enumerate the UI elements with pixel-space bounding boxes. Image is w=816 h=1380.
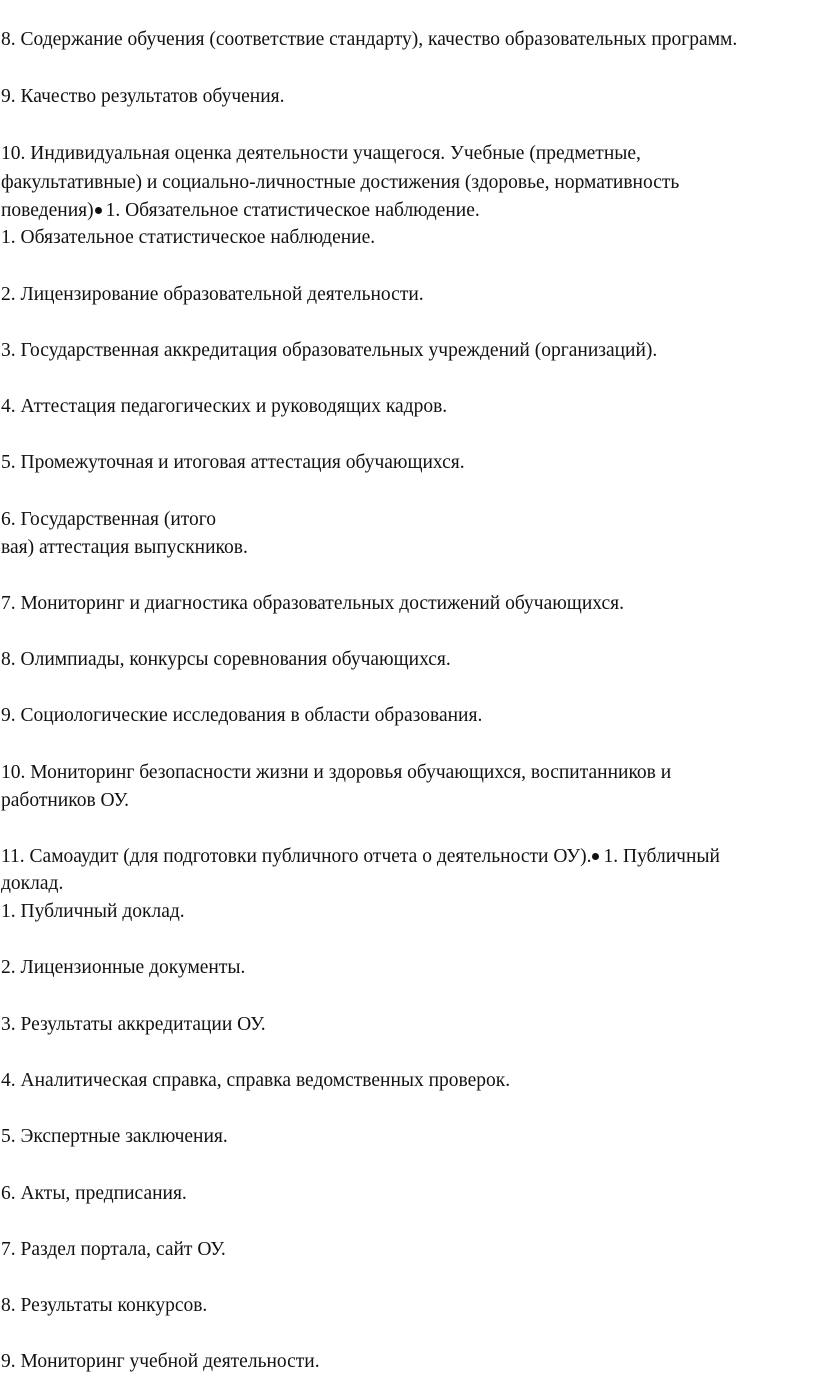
text-line: 8. Содержание обучения (соответствие стандарту), качество образовательных программ. [1, 29, 738, 50]
text-line: 4. Аналитическая справка, справка ведомственных проверок. [1, 1070, 511, 1091]
text-line: 10. Индивидуальная оценка деятельности учащегося. Учебные (предметные, [1, 143, 641, 164]
text-segment: 11. Самоаудит (для подготовки публичного отчета о деятельности ОУ). [1, 846, 592, 867]
text-segment: 1. Публичный [603, 846, 720, 867]
text-line: 7. Раздел портала, сайт ОУ. [1, 1239, 226, 1260]
text-line: 3. Результаты аккредитации ОУ. [1, 1014, 266, 1035]
text-segment: 1. Обязательное статистическое наблюдение. [105, 200, 480, 221]
text-line: 2. Лицензионные документы. [1, 957, 246, 978]
text-line: 9. Качество результатов обучения. [1, 86, 285, 107]
text-line [1, 845, 720, 869]
text-line: 5. Экспертные заключения. [1, 1126, 228, 1147]
text-line: вая) аттестация выпускников. [1, 537, 248, 558]
text-line: 2. Лицензирование образовательной деятельности. [1, 284, 424, 305]
bullet-icon [592, 853, 599, 860]
text-line: 10. Мониторинг безопасности жизни и здоровья обучающихся, воспитанников и [1, 762, 672, 783]
text-line: 6. Государственная (итого [1, 509, 217, 530]
text-line: 4. Аттестация педагогических и руководящих кадров. [1, 396, 448, 417]
text-line: 1. Обязательное статистическое наблюдение. [1, 227, 376, 248]
bullet-icon [95, 207, 102, 214]
text-line: 9. Социологические исследования в области образования. [1, 705, 483, 726]
text-line: 6. Акты, предписания. [1, 1183, 187, 1204]
text-line [1, 199, 480, 223]
text-line: факультативные) и социально-личностные достижения (здоровье, нормативность [1, 172, 680, 193]
text-line: 7. Мониторинг и диагностика образовательных достижений обучающихся. [1, 593, 624, 614]
text-line: 8. Результаты конкурсов. [1, 1295, 208, 1316]
text-segment: поведения) [1, 200, 94, 221]
text-line: работников ОУ. [1, 790, 130, 811]
text-line: 9. Мониторинг учебной деятельности. [1, 1351, 320, 1372]
text-line: 5. Промежуточная и итоговая аттестация обучающихся. [1, 452, 465, 473]
text-line: 8. Олимпиады, конкурсы соревнования обучающихся. [1, 649, 451, 670]
text-line: 3. Государственная аккредитация образовательных учреждений (организаций). [1, 340, 658, 361]
text-line: 1. Публичный доклад. [1, 901, 185, 922]
text-line: доклад. [1, 873, 64, 894]
